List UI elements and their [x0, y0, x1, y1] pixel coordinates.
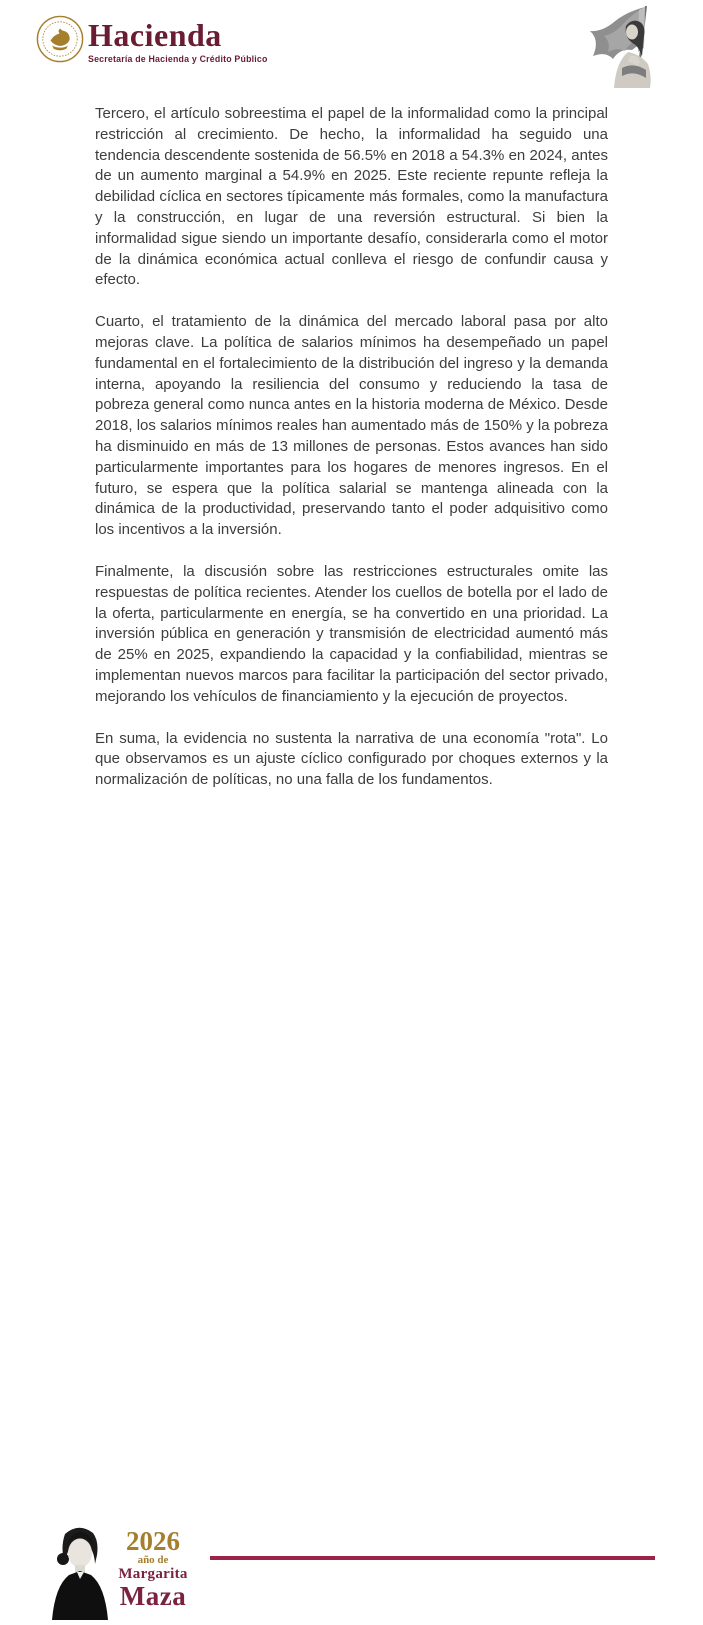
paragraph-finalmente: Finalmente, la discusión sobre las restricciones estructurales omite las respuestas de política recientes. Atender los cuellos de botella por el lado de la oferta, particularmente en energía, se ha convertido en una prioridad. La inversión pública en generación y transmisión de electricidad aumentó más de 25% en 2025, expandiendo la capacidad y la confiabilidad, mientras se implementan nuevos marcos para facilitar la participación del sector privado, mejorando los vehículos de financiamiento y la ejecución de proyectos.: [95, 562, 608, 705]
anio-de-label: año de: [137, 1554, 169, 1566]
anio-name-first: Margarita: [118, 1566, 188, 1582]
letter-body: [95, 104, 608, 812]
mexican-eagle-seal-icon: [36, 15, 84, 63]
brand-wordmark: Hacienda: [88, 17, 222, 53]
brand-block: [88, 18, 268, 64]
brand-subtitle: Secretaría de Hacienda y Crédito Público: [88, 54, 268, 64]
paragraph-cuarto: Cuarto, el tratamiento de la dinámica del mercado laboral pasa por alto mejoras clave. La política de salarios mínimos ha desempeñado un papel fundamental en el fortalecimiento de la distribución del ingreso y la demanda interna, apoyando la resiliencia del consumo y reduciendo la tasa de pobreza general como nunca antes en la historia moderna de México. Desde 2018, los salarios mínimos reales han aumentado más de 150% y la pobreza ha disminuido en más de 13 millones de personas. Estos avances han sido particularmente importantes para los hogares de menores ingresos. En el futuro, se espera que la política salarial se mantenga alineada con la dinámica de la productividad, preservando tanto el poder adquisitivo como los incentivos a la inversión.: [95, 313, 608, 539]
paragraph-en-suma: En suma, la evidencia no sustenta la narrativa de una economía "rota". Lo que observamos es un ajuste cíclico configurado por choques externos y la normalización de políticas, no una falla de los fundamentos.: [95, 729, 608, 789]
margarita-maza-portrait-icon: [46, 1524, 114, 1620]
anio-year: 2026: [126, 1526, 180, 1556]
flag-bearer-illustration-icon: [580, 4, 672, 96]
anio-name-last: Maza: [119, 1581, 187, 1611]
anio-2026-logo: [112, 1528, 194, 1609]
page-footer: [0, 756, 703, 1611]
paragraph-tercero: Tercero, el artículo sobreestima el papel de la informalidad como la principal restricción al crecimiento. De hecho, la informalidad ha seguido una tendencia descendente sostenida de 56.5% en 2018 a 54.3% en 2024, antes de un aumento marginal a 54.9% en 2025. Este reciente repunte refleja la debilidad cíclica en sectores típicamente más formales, como la manufactura y la construcción, en lugar de una reversión estructural. Si bien la informalidad sigue siendo un importante desafío, considerarla como el motor de la dinámica económica actual conlleva el riesgo de confundir causa y efecto.: [95, 105, 608, 289]
footer-divider-rule: [210, 1556, 655, 1560]
page-header: [0, 0, 703, 100]
